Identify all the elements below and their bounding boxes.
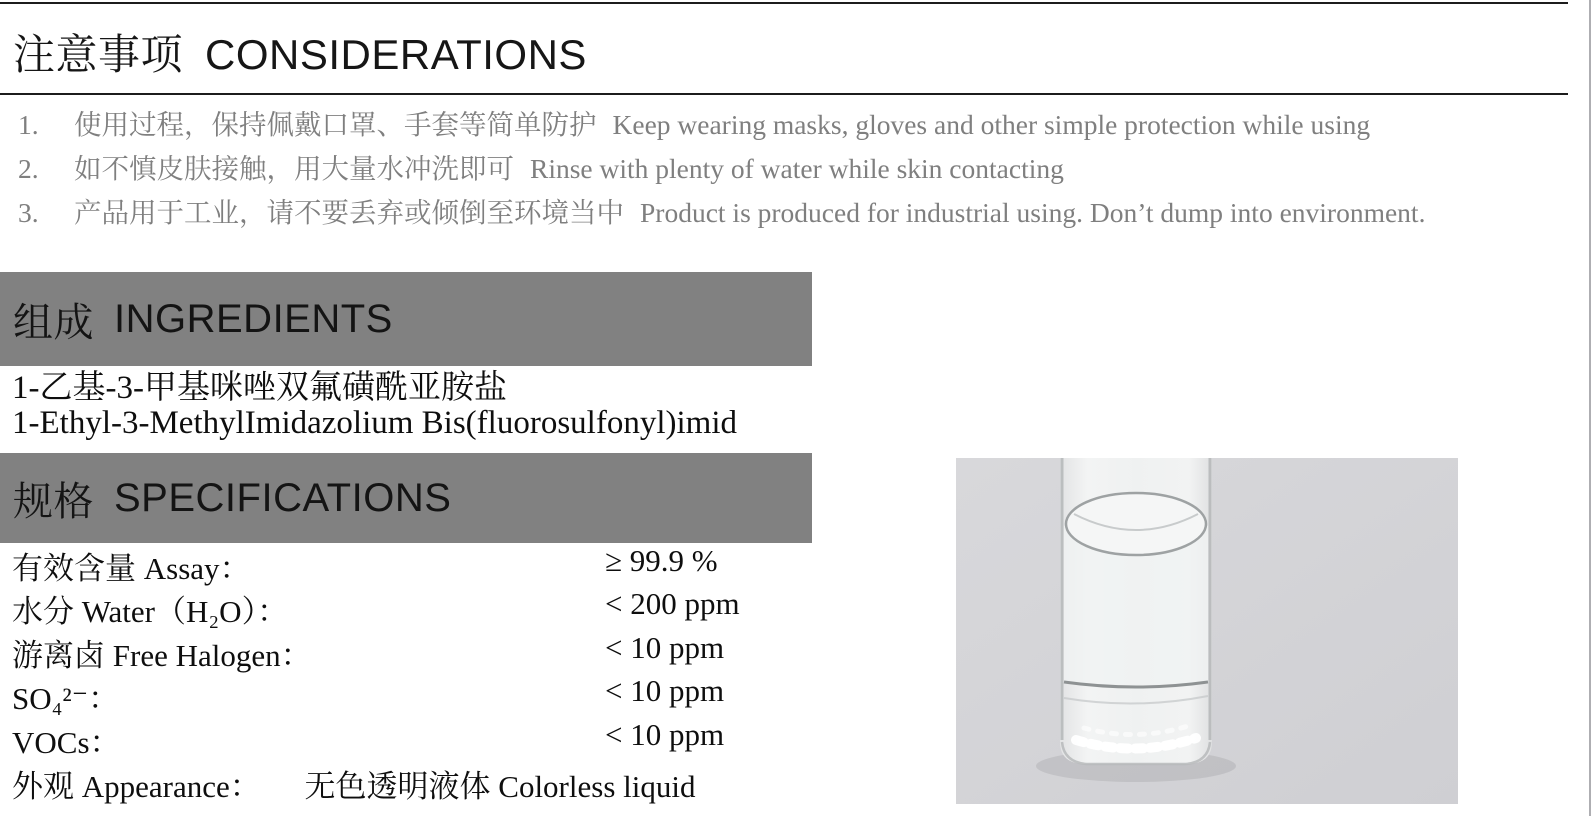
ingredients-title-en: INGREDIENTS bbox=[114, 296, 393, 341]
item-text-en: Product is produced for industrial using. Don’t dump into environment. bbox=[640, 197, 1426, 228]
spec-value: < 10 ppm bbox=[605, 717, 725, 752]
consideration-item-3 bbox=[18, 190, 1563, 234]
item-text-zh: 产品用于工业，请不要丢弃或倾倒至环境当中 bbox=[74, 197, 624, 228]
specifications-title-zh: 规格 bbox=[13, 479, 94, 524]
spec-value: < 200 ppm bbox=[605, 586, 740, 621]
item-text-zh: 使用过程，保持佩戴口罩、手套等简单防护 bbox=[74, 109, 597, 140]
spec-label: 水分 Water（H₂O）： bbox=[12, 594, 289, 629]
spec-label: 游离卤 Free Halogen： bbox=[12, 638, 312, 673]
item-text-zh: 如不慎皮肤接触，用大量水冲洗即可 bbox=[74, 153, 514, 184]
item-text-en: Rinse with plenty of water while skin contacting bbox=[530, 153, 1064, 184]
considerations-title-en: CONSIDERATIONS bbox=[205, 31, 587, 78]
specifications-banner bbox=[0, 453, 812, 543]
spec-value: ≥ 99.9 % bbox=[605, 543, 718, 578]
specifications-title-en: SPECIFICATIONS bbox=[114, 475, 452, 520]
item-text-en: Keep wearing masks, gloves and other simple protection while using bbox=[612, 109, 1371, 140]
page-right-border bbox=[1589, 0, 1591, 816]
spec-label: SO₄²⁻： bbox=[12, 681, 120, 716]
spec-label: 有效含量 Assay： bbox=[12, 551, 251, 586]
item-number: 3. bbox=[18, 197, 39, 228]
spec-value: < 10 ppm bbox=[605, 673, 725, 708]
top-rule bbox=[0, 2, 1568, 4]
considerations-list bbox=[18, 102, 1563, 234]
ingredient-name-en: 1-Ethyl-3-MethylImidazolium Bis(fluorosulfonyl)imid bbox=[12, 405, 737, 441]
heading-underline bbox=[0, 93, 1568, 95]
spec-label: 外观 Appearance： bbox=[12, 769, 261, 804]
ingredients-banner bbox=[0, 272, 812, 366]
product-photo bbox=[956, 458, 1458, 804]
vial-illustration bbox=[956, 458, 1458, 804]
ingredients-title-zh: 组成 bbox=[13, 300, 94, 345]
consideration-item-1 bbox=[18, 102, 1563, 146]
item-number: 2. bbox=[18, 153, 39, 184]
spec-label: VOCs： bbox=[12, 725, 121, 760]
consideration-item-2 bbox=[18, 146, 1563, 190]
ingredient-name-zh: 1-乙基-3-甲基咪唑双氟磺酰亚胺盐 bbox=[12, 370, 507, 406]
considerations-title-zh: 注意事项 bbox=[13, 31, 184, 78]
considerations-title bbox=[13, 22, 587, 82]
spec-value: < 10 ppm bbox=[605, 630, 725, 665]
item-number: 1. bbox=[18, 109, 39, 140]
spec-value: 无色透明液体 Colorless liquid bbox=[304, 769, 696, 804]
